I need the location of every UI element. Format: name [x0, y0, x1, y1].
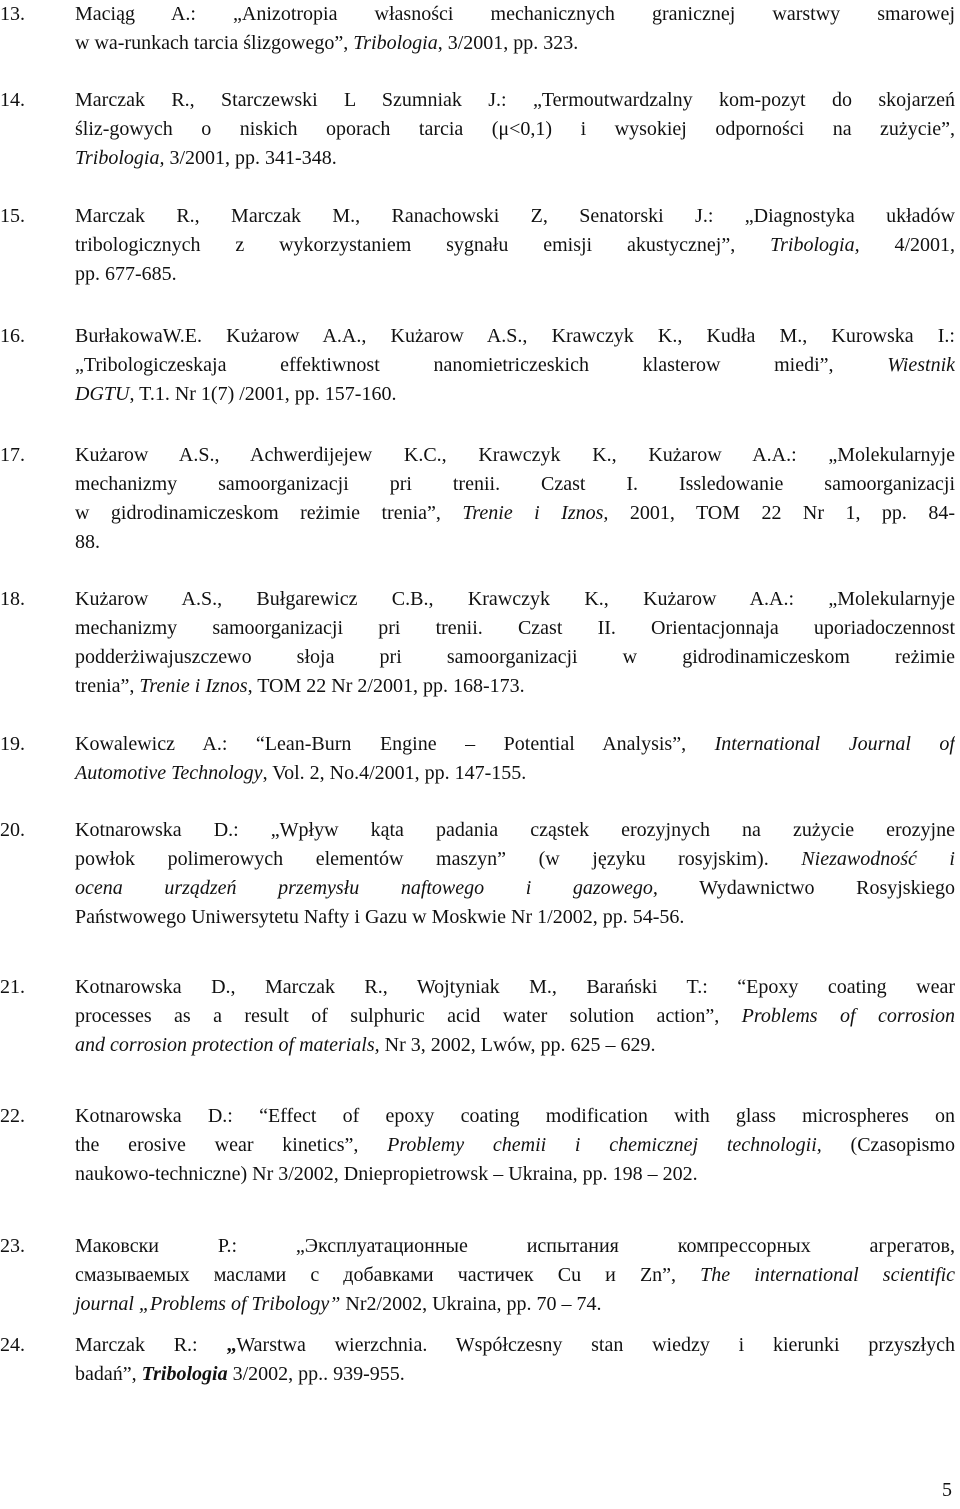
- italic-text-run: ocena urządzeń przemysłu naftowego i gazowego,: [75, 877, 658, 899]
- page-number: 5: [942, 1479, 952, 1501]
- text-run: Kużarow A.S., Achwerdijejew K.C., Krawczyk K., Kużarow A.A.: „Molekularnyje: [75, 444, 955, 466]
- text-run: badań”,: [75, 1363, 142, 1385]
- text-run: , 3/2001, pp. 323.: [437, 32, 579, 54]
- reference-line: [75, 441, 955, 470]
- text-run: Kotnarowska D.: „Wpływ kąta padania cząstek erozyjnych na zużycie erozyjne: [75, 819, 955, 841]
- reference-line: [75, 1031, 955, 1060]
- reference-line: [75, 1360, 955, 1389]
- reference-line: [75, 759, 955, 788]
- reference-line: [75, 614, 955, 643]
- text-run: mechanizmy samoorganizacji pri trenii. Czast I. Issledowanie samoorganizacji: [75, 473, 955, 495]
- reference-line: [75, 115, 955, 144]
- text-run: Marczak R., Marczak M., Ranachowski Z, Senatorski J.: „Diagnostyka układów: [75, 205, 955, 227]
- italic-text-run: Trenie i Iznos,: [462, 502, 609, 524]
- reference-line: [75, 1331, 955, 1360]
- text-run: , T.1. Nr 1(7) /2001, pp. 157-160.: [129, 383, 397, 405]
- reference-text: [75, 585, 955, 701]
- reference-line: [75, 29, 955, 58]
- reference-line: [75, 380, 955, 409]
- text-run: Маковски Р.: „Эксплуатационные испытания компрессорных агрегатов,: [75, 1235, 955, 1257]
- reference-line: [75, 499, 955, 528]
- text-run: (Czasopismo: [821, 1134, 955, 1156]
- reference-line: [75, 1232, 955, 1261]
- text-run: Wydawnictwo Rosyjskiego: [657, 877, 955, 899]
- reference-line: [75, 470, 955, 499]
- text-run: , Vol. 2, No.4/2001, pp. 147-155.: [262, 762, 527, 784]
- text-run: 3/2001, pp. 341-348.: [164, 147, 337, 169]
- text-run: Nr2/2002, Ukraina, pp. 70 – 74.: [340, 1293, 602, 1315]
- italic-text-run: and corrosion protection of materials,: [75, 1034, 380, 1056]
- italic-text-run: DGTU: [75, 383, 130, 405]
- text-run: Państwowego Uniwersytetu Nafty i Gazu w Moskwie Nr 1/2002, pp. 54-56.: [75, 906, 685, 928]
- text-run: Nr 3, 2002, Lwów, pp. 625 – 629.: [379, 1034, 656, 1056]
- reference-line: [75, 1290, 955, 1319]
- reference-text: [75, 973, 955, 1060]
- text-run: w wa-runkach tarcia ślizgowego”,: [75, 32, 354, 54]
- reference-line: [75, 231, 955, 260]
- reference-text: [75, 1102, 955, 1189]
- reference-text: [75, 86, 955, 173]
- reference-line: [75, 1131, 955, 1160]
- text-run: Kotnarowska D.: “Effect of epoxy coating modification with glass microspheres on: [75, 1105, 955, 1127]
- reference-line: [75, 260, 955, 289]
- reference-line: [75, 845, 955, 874]
- text-run: Maciąg A.: „Anizotropia własności mechanicznych granicznej warstwy smarowej: [75, 3, 955, 25]
- text-run: the erosive wear kinetics”,: [75, 1134, 388, 1156]
- text-run: Warstwa wierzchnia. Współczesny stan wiedzy i kierunki przyszłych: [236, 1334, 955, 1356]
- reference-line: [75, 1160, 955, 1189]
- bold-italic-text-run: Tribologia: [141, 1363, 228, 1385]
- reference-text: [75, 202, 955, 289]
- text-run: w gidrodinamiczeskom reżimie trenia”,: [75, 502, 463, 524]
- text-run: 88.: [75, 531, 100, 553]
- reference-text: [75, 816, 955, 932]
- text-run: Marczak R., Starczewski L Szumniak J.: „Termoutwardzalny kom-pozyt do skojarzeń: [75, 89, 955, 111]
- reference-number: 16.: [0, 325, 25, 347]
- reference-text: [75, 1331, 955, 1389]
- italic-text-run: Tribologia: [353, 32, 438, 54]
- reference-text: [75, 322, 955, 409]
- italic-text-run: Wiestnik: [887, 354, 955, 376]
- reference-line: [75, 351, 955, 380]
- italic-text-run: Trenie i Iznos: [139, 675, 248, 697]
- reference-line: [75, 730, 955, 759]
- italic-text-run: Problemy chemii i chemicznej technologii,: [387, 1134, 822, 1156]
- text-run: 2001, TOM 22 Nr 1, pp. 84-: [608, 502, 955, 524]
- reference-line: [75, 528, 955, 557]
- reference-line: [75, 874, 955, 903]
- reference-number: 13.: [0, 3, 25, 25]
- text-run: Kotnarowska D., Marczak R., Wojtyniak M., Barański T.: “Epoxy coating wear: [75, 976, 955, 998]
- reference-number: 23.: [0, 1235, 25, 1257]
- text-run: mechanizmy samoorganizacji pri trenii. Czast II. Orientacjonnaja uporiadoczennost: [75, 617, 955, 639]
- reference-line: [75, 643, 955, 672]
- text-run: BurłakowaW.E. Kużarow A.A., Kużarow A.S., Krawczyk K., Kudła M., Kurowska I.:: [75, 325, 955, 347]
- italic-text-run: journal „Problems of Tribology”: [75, 1293, 341, 1315]
- reference-line: [75, 86, 955, 115]
- text-run: naukowo-techniczne) Nr 3/2002, Dniepropietrowsk – Ukraina, pp. 198 – 202.: [75, 1163, 698, 1185]
- reference-line: [75, 1102, 955, 1131]
- text-run: pp. 677-685.: [75, 263, 177, 285]
- reference-number: 20.: [0, 819, 25, 841]
- reference-line: [75, 0, 955, 29]
- reference-line: [75, 1002, 955, 1031]
- text-run: 4/2001,: [859, 234, 955, 256]
- text-run: processes as a result of sulphuric acid water solution action”,: [75, 1005, 742, 1027]
- text-run: Kowalewicz A.: “Lean-Burn Engine – Potential Analysis”,: [75, 733, 715, 755]
- italic-text-run: The international scientific: [700, 1264, 955, 1286]
- text-run: смазываемых маслами с добавками частичек Cu и Zn”,: [75, 1264, 701, 1286]
- text-run: tribologicznych z wykorzystaniem sygnału emisji akustycznej”,: [75, 234, 771, 256]
- italic-text-run: Automotive Technology: [75, 762, 263, 784]
- text-run: śliz-gowych o niskich oporach tarcia (μ<0,1) i wysokiej odporności na zużycie”,: [75, 118, 955, 140]
- text-run: powłok polimerowych elementów maszyn” (w języku rosyjskim).: [75, 848, 802, 870]
- text-run: podderżiwajuszczewo słoja pri samoorganizacji w gidrodinamiczeskom reżimie: [75, 646, 955, 668]
- text-run: trenia”,: [75, 675, 140, 697]
- reference-number: 18.: [0, 588, 25, 610]
- italic-text-run: Niezawodność i: [801, 848, 955, 870]
- text-run: Marczak R.:: [75, 1334, 227, 1356]
- reference-line: [75, 672, 955, 701]
- reference-number: 14.: [0, 89, 25, 111]
- reference-number: 24.: [0, 1334, 25, 1356]
- text-run: 3/2002, pp.. 939-955.: [227, 1363, 405, 1385]
- reference-number: 22.: [0, 1105, 25, 1127]
- reference-line: [75, 202, 955, 231]
- italic-text-run: Tribologia,: [770, 234, 860, 256]
- reference-number: 15.: [0, 205, 25, 227]
- italic-text-run: Tribologia,: [75, 147, 165, 169]
- reference-number: 19.: [0, 733, 25, 755]
- reference-number: 21.: [0, 976, 25, 998]
- reference-text: [75, 441, 955, 557]
- reference-text: [75, 0, 955, 58]
- reference-line: [75, 1261, 955, 1290]
- text-run: Kużarow A.S., Bułgarewicz C.B., Krawczyk K., Kużarow A.A.: „Molekularnyje: [75, 588, 955, 610]
- reference-line: [75, 816, 955, 845]
- reference-line: [75, 585, 955, 614]
- text-run: „Tribologiczeskaja effektiwnost nanomietriczeskich klasterow miedi”,: [75, 354, 888, 376]
- italic-text-run: International Journal of: [714, 733, 955, 755]
- reference-line: [75, 322, 955, 351]
- reference-number: 17.: [0, 444, 25, 466]
- reference-line: [75, 144, 955, 173]
- italic-text-run: Problems of corrosion: [741, 1005, 955, 1027]
- reference-text: [75, 1232, 955, 1319]
- reference-line: [75, 973, 955, 1002]
- reference-text: [75, 730, 955, 788]
- text-run: , TOM 22 Nr 2/2001, pp. 168-173.: [247, 675, 525, 697]
- bold-text-run: „: [226, 1334, 237, 1356]
- reference-line: [75, 903, 955, 932]
